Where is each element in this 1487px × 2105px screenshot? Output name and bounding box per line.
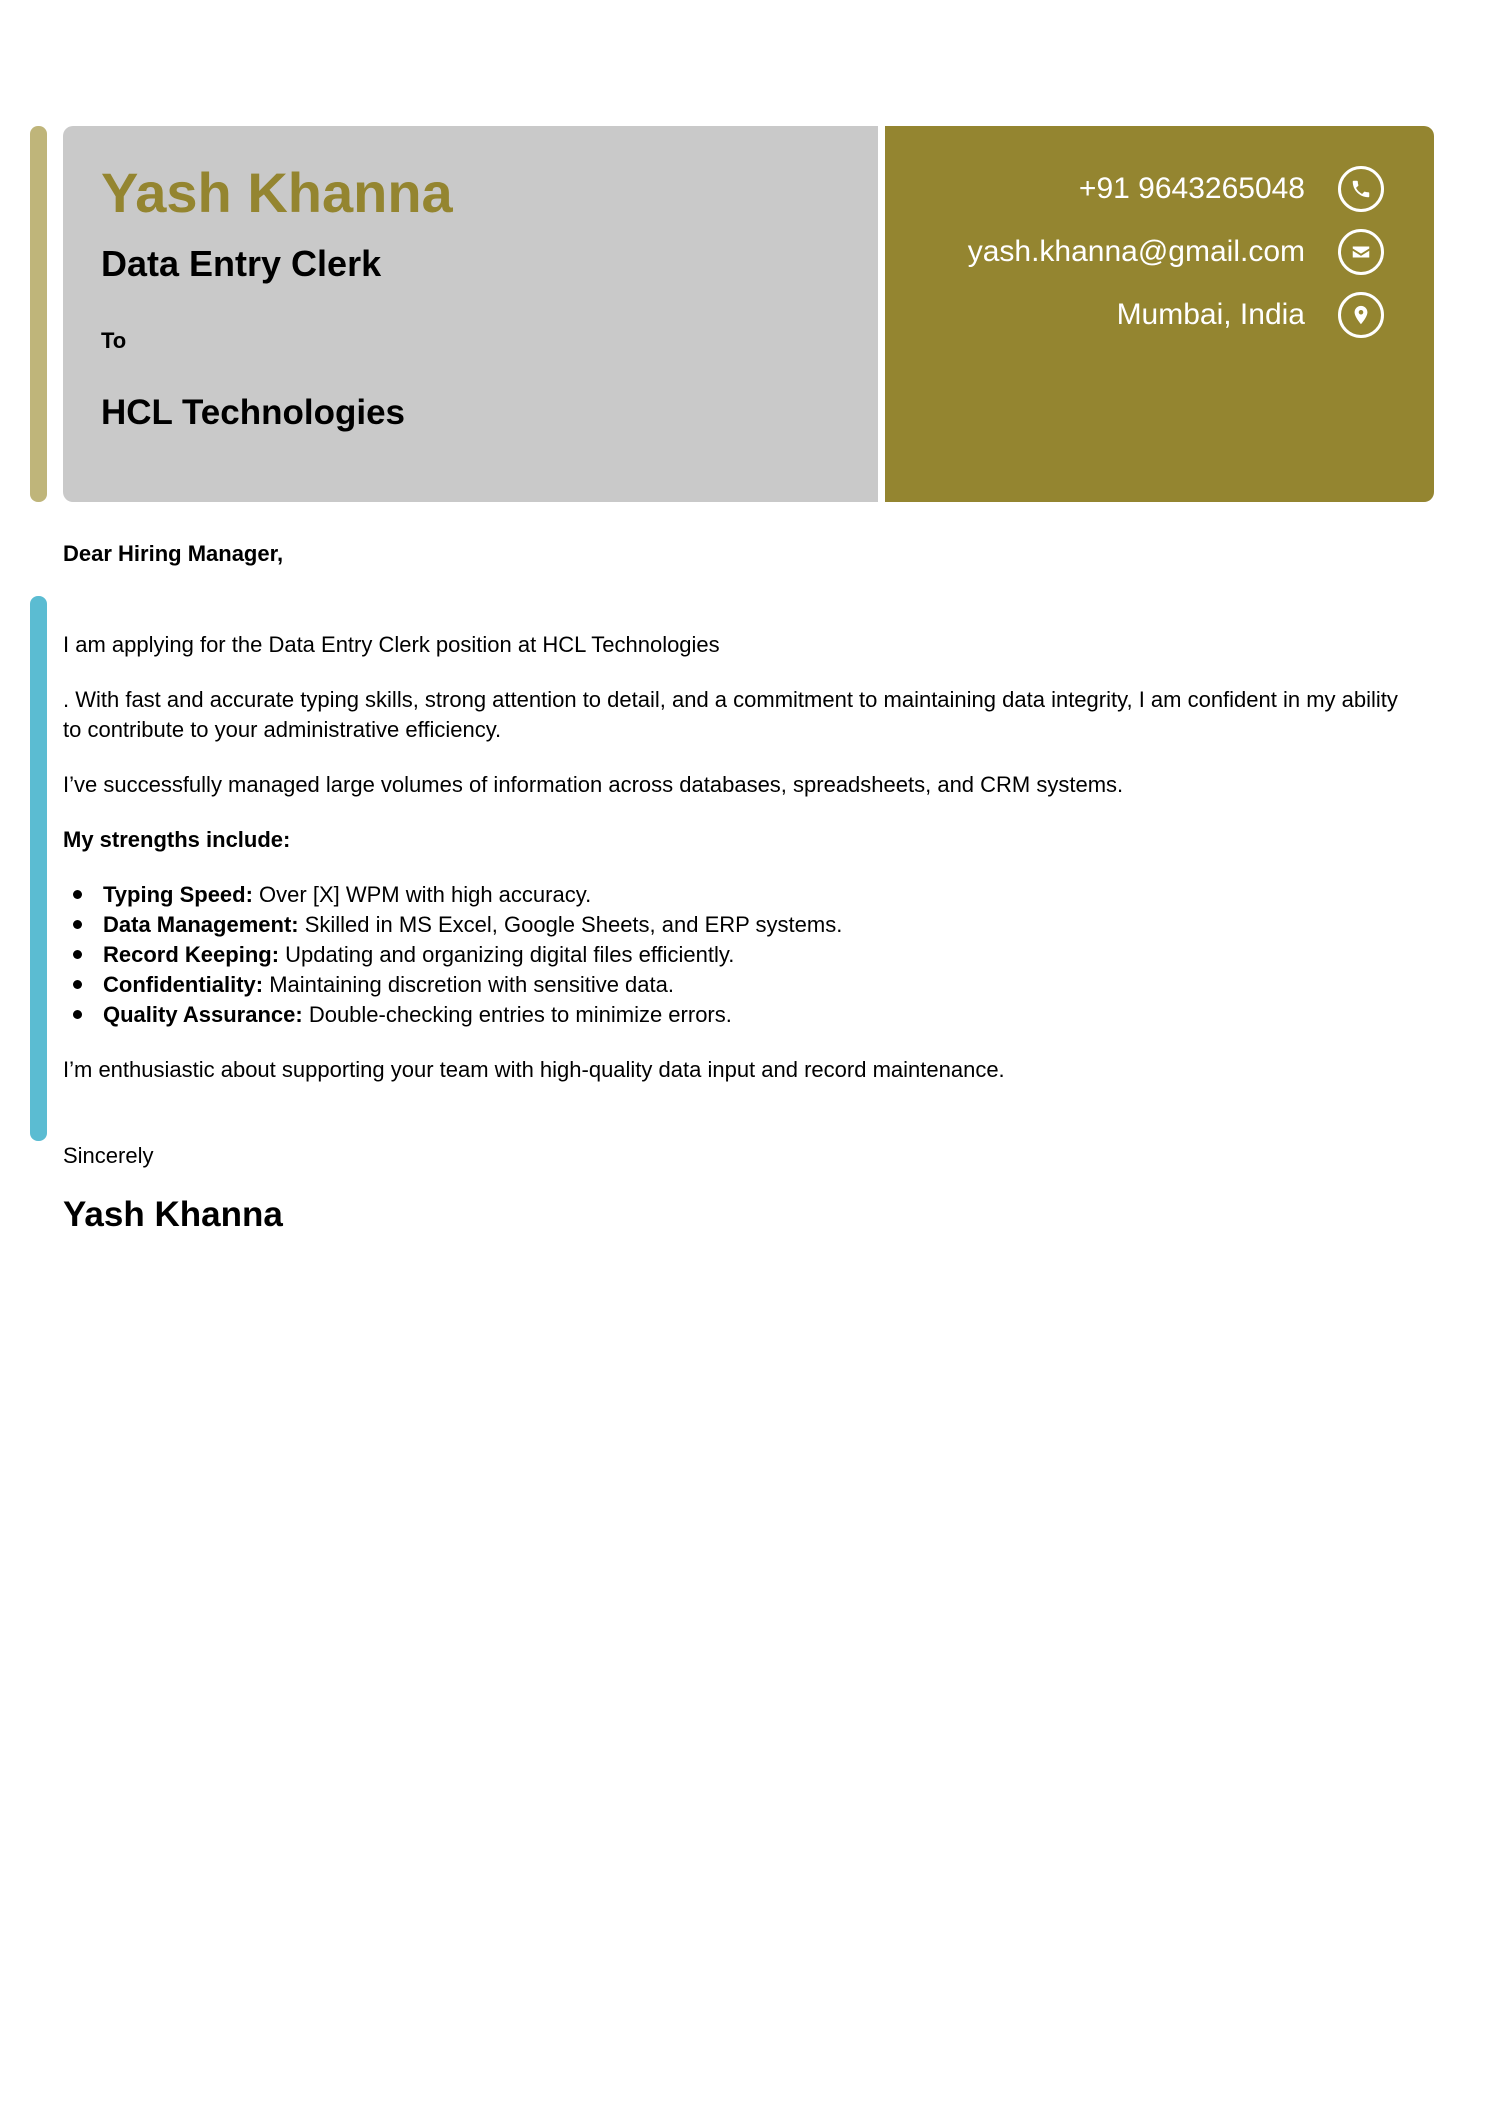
strength-text: Over [X] WPM with high accuracy. bbox=[252, 882, 592, 907]
strength-text: Double-checking entries to minimize errors. bbox=[302, 1002, 732, 1027]
paragraph-skills: . With fast and accurate typing skills, strong attention to detail, and a commitment to maintaining data integrity, I am confident in my ability to contribute to your administrative efficiency. bbox=[63, 687, 1398, 742]
strength-label: Record Keeping: bbox=[103, 942, 280, 967]
paragraph-intro: I am applying for the Data Entry Clerk position at HCL Technologies bbox=[63, 632, 720, 657]
strengths-heading: My strengths include: bbox=[63, 827, 291, 852]
phone-icon bbox=[1338, 166, 1384, 212]
paragraph-experience: I’ve successfully managed large volumes of information across databases, spreadsheets, and CRM systems. bbox=[63, 772, 1124, 797]
strength-text: Maintaining discretion with sensitive data. bbox=[263, 972, 674, 997]
strength-label: Typing Speed: bbox=[103, 882, 253, 907]
strength-item bbox=[103, 1000, 1408, 1030]
strength-item bbox=[103, 880, 1408, 910]
paragraph-closing: I’m enthusiastic about supporting your team with high-quality data input and record maintenance. bbox=[63, 1057, 1005, 1082]
contact-location: Mumbai, India bbox=[1116, 298, 1305, 331]
letter-body bbox=[63, 630, 1408, 1110]
strength-item bbox=[103, 970, 1408, 1000]
contact-phone-row bbox=[1079, 166, 1384, 212]
strength-text: Updating and organizing digital files efficiently. bbox=[279, 942, 735, 967]
header-accent-bar bbox=[30, 126, 47, 502]
contact-email: yash.khanna@gmail.com bbox=[967, 235, 1305, 268]
strengths-list bbox=[63, 880, 1408, 1030]
strength-item bbox=[103, 940, 1408, 970]
envelope-icon bbox=[1338, 229, 1384, 275]
contact-location-row bbox=[1117, 292, 1384, 338]
to-label: To bbox=[101, 328, 127, 353]
strength-text: Skilled in MS Excel, Google Sheets, and ERP systems. bbox=[298, 912, 843, 937]
contact-phone: +91 9643265048 bbox=[1078, 172, 1305, 205]
strength-label: Data Management: bbox=[103, 912, 299, 937]
body-accent-bar bbox=[30, 596, 47, 1141]
header-left-panel bbox=[63, 126, 878, 502]
map-pin-icon bbox=[1338, 292, 1384, 338]
strength-label: Quality Assurance: bbox=[103, 1002, 303, 1027]
applicant-name: Yash Khanna bbox=[101, 161, 453, 224]
contact-panel bbox=[885, 126, 1434, 502]
job-title: Data Entry Clerk bbox=[101, 243, 382, 284]
signature-name: Yash Khanna bbox=[63, 1195, 283, 1234]
strength-item bbox=[103, 910, 1408, 940]
company-name: HCL Technologies bbox=[101, 393, 406, 432]
contact-email-row bbox=[968, 229, 1384, 275]
salutation: Dear Hiring Manager, bbox=[63, 541, 284, 566]
strength-label: Confidentiality: bbox=[103, 972, 264, 997]
closing: Sincerely bbox=[63, 1143, 154, 1168]
